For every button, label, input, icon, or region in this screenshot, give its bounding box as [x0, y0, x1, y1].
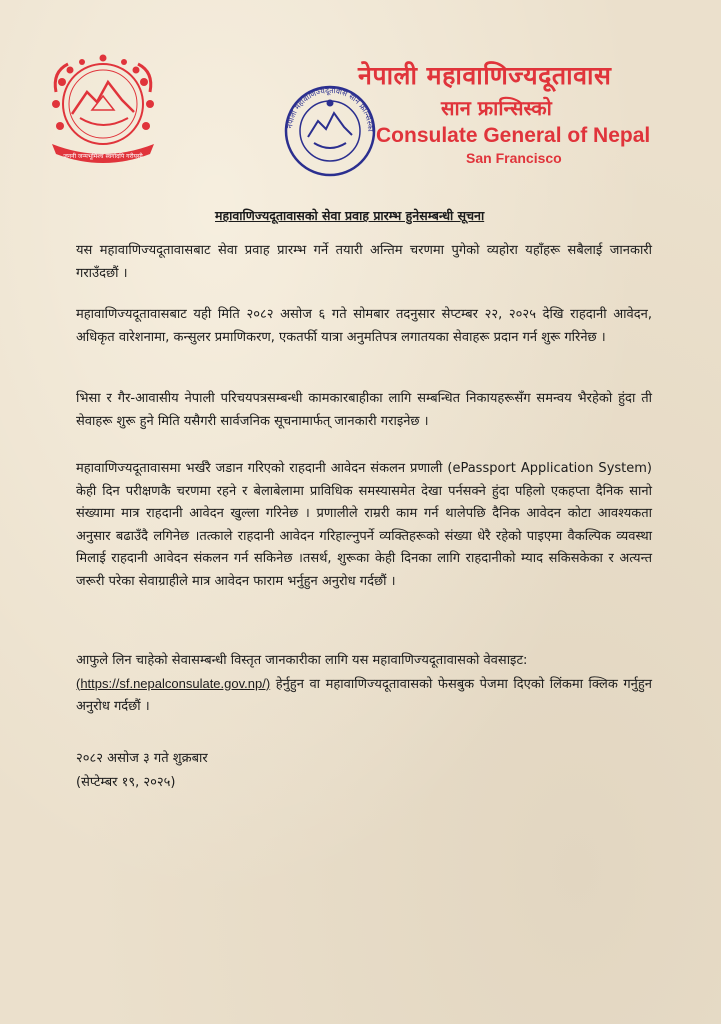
- paragraph-epassport: महावाणिज्यदूतावासमा भर्खरै जडान गरिएको राहदानी आवेदन संकलन प्रणाली (ePassport Application System) केही दिन परीक्षणकै चरणमा रहने र बेलाबेलामा प्राविधिक समस्यासमेत देखा पर्नसक्ने हुंदा पहिलो एकहप्ता दैनिक सानो संख्यामा मात्र राहदानी आवेदन खुल्ला गरिनेछ । प्रणालीले राम्ररी काम गर्न थालेपछि दैनिक आवेदन कोटा आवश्यकता अनुसार बढाउँदै लगिनेछ ।तत्काले राहदानी आवेदन गरिहाल्नुपर्ने व्यक्तिहरूको संख्या धेरै रहेको पाइएमा वैकल्पिक व्यवस्था मिलाई राहदानी आवेदन संकलन गर्न सकिनेछ ।तसर्थ, शुरूका केही दिनका लागि राहदानीको म्याद सकिसकेका र अत्यन्त जरूरी परेका सेवाग्राहीले मात्र आवेदन फाराम भर्नुहुन अनुरोध गर्दछौं ।: [76, 461, 652, 589]
- letterhead-title-english: Consulate General of Nepal: [376, 124, 651, 147]
- consulate-seal-stamp-icon: [282, 83, 378, 179]
- letterhead-city-english: San Francisco: [466, 150, 562, 166]
- paragraph-website: [76, 650, 652, 719]
- paragraph-visa-nrn: भिसा र गैर-आवासीय नेपाली परिचयपत्रसम्बन्धी कामकारबाहीका लागि सम्बन्धित निकायहरूसँग समन्वय भैरहेको हुंदा ती सेवाहरू शुरू हुने मिति यसैगरी सार्वजनिक सूचनामार्फत् जानकारी गराइनेछ ।: [76, 391, 652, 429]
- svg-text:नेपाली महावाणिज्यदूतावास सान फ: [285, 86, 375, 133]
- letterhead-title-nepali: नेपाली महावाणिज्यदूतावास: [358, 61, 612, 90]
- emblem-motto: जननी जन्मभूमिश्च स्वर्गादपि गरीयसी: [63, 153, 143, 160]
- stamp-text: नेपाली महावाणिज्यदूतावास सान फ्रान्सिस्को: [285, 85, 376, 132]
- notice-subject: महावाणिज्यदूतावासको सेवा प्रवाह प्रारम्भ हुनेसम्बन्धी सूचना: [215, 208, 485, 223]
- nepal-coat-of-arms-icon: [42, 52, 164, 174]
- paragraph-intro: यस महावाणिज्यदूतावासबाट सेवा प्रवाह प्रारम्भ गर्ने तयारी अन्तिम चरणमा पुगेको व्यहोरा यहाँहरू सबैलाई जानकारी गराउँदछौं ।: [76, 243, 652, 281]
- website-rest: हेर्नुहुन वा महावाणिज्यदूतावासको फेसबुक पेजमा दिएको लिंकमा क्लिक गर्नुहुन अनुरोध गर्दछौं ।: [76, 676, 652, 714]
- paragraph-services-start: महावाणिज्यदूतावासबाट यही मिति २०८२ असोज ६ गते सोमबार तदनुसार सेप्टम्बर २२, २०२५ देखि राहदानी आवेदन, अधिकृत वारेशनामा, कन्सुलर प्रमाणिकरण, एकतर्फी यात्रा अनुमतिपत्र लगातयका सेवाहरू प्रदान गर्न शुरू गरिनेछ ।: [76, 307, 652, 345]
- website-intro: आफुले लिन चाहेको सेवासम्बन्धी विस्तृत जानकारीका लागि यस महावाणिज्यदूतावासको वेवसाइट:: [76, 653, 528, 668]
- letterhead-city-nepali: सान फ्रान्सिस्को: [441, 96, 552, 120]
- date-nepali: २०८२ असोज ३ गते शुक्रबार: [76, 751, 208, 766]
- date-gregorian: (सेप्टेम्बर १९, २०२५): [76, 775, 176, 790]
- website-link[interactable]: (https://sf.nepalconsulate.gov.np/): [76, 675, 271, 691]
